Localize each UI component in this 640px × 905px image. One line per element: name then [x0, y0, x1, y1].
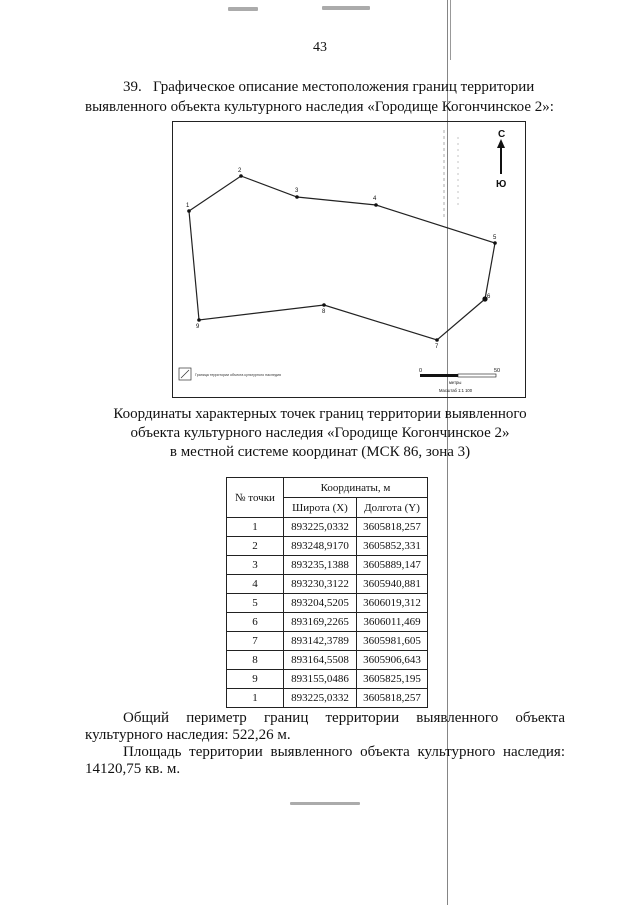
caption-line2: объекта культурного наследия «Городище Когончинское 2»: [130, 425, 510, 441]
section-title-line1: Графическое описание местоположения границ территории: [153, 79, 535, 95]
boundary-map-drawing: [173, 122, 525, 397]
area-line1: Площадь территории выявленного объекта культурного наследия:: [123, 744, 565, 760]
table-row: [227, 670, 428, 689]
point-label: 4: [373, 196, 377, 202]
point-cell: 8: [227, 651, 284, 670]
point-label: 2: [238, 168, 242, 174]
vertex-marker: [187, 209, 191, 213]
y-column-header: Долгота (Y): [357, 498, 428, 518]
page-number: 43: [313, 40, 327, 55]
point-cell: 6: [227, 613, 284, 632]
vertex-marker: [435, 338, 439, 342]
vertex-marker: [322, 303, 326, 307]
point-cell: 1: [227, 518, 284, 537]
y-cell: 3605981,605: [357, 632, 428, 651]
vertex-marker: [295, 195, 299, 199]
perimeter-line1: Общий периметр границ территории выявленного объекта: [123, 710, 565, 726]
x-cell: 893235,1388: [284, 556, 357, 575]
point-cell: 4: [227, 575, 284, 594]
point-cell: 2: [227, 537, 284, 556]
perimeter-paragraph: [85, 710, 565, 744]
vertex-marker: [239, 174, 243, 178]
table-row: [227, 632, 428, 651]
point-label: 8: [322, 309, 326, 315]
scale-bar-light: [458, 374, 496, 377]
y-cell: 3605852,331: [357, 537, 428, 556]
point-cell: 7: [227, 632, 284, 651]
y-cell: 3605889,147: [357, 556, 428, 575]
scale-bar: [419, 368, 500, 393]
y-cell: 3605825,195: [357, 670, 428, 689]
x-cell: 893248,9170: [284, 537, 357, 556]
y-cell: 3605906,643: [357, 651, 428, 670]
x-cell: 893225,0332: [284, 518, 357, 537]
scan-smudge: [322, 6, 370, 10]
table-row: [227, 689, 428, 708]
point-label: 6: [487, 294, 491, 300]
scale-end: 50: [494, 368, 501, 374]
area-paragraph: [85, 744, 565, 778]
vertex-marker: [493, 241, 497, 245]
point-label: 9: [196, 324, 200, 330]
point-cell: 3: [227, 556, 284, 575]
table-row: [227, 613, 428, 632]
section-heading-line1: [85, 77, 565, 97]
y-cell: 3606011,469: [357, 613, 428, 632]
x-cell: 893155,0486: [284, 670, 357, 689]
point-cell: 1: [227, 689, 284, 708]
boundary-polygon: [189, 176, 495, 340]
table-row: [227, 556, 428, 575]
y-cell: 3605818,257: [357, 518, 428, 537]
table-row: [227, 575, 428, 594]
map-legend: [179, 368, 281, 380]
point-cell: 5: [227, 594, 284, 613]
table-row: [227, 518, 428, 537]
x-cell: 893164,5508: [284, 651, 357, 670]
section-heading: [85, 77, 565, 117]
x-cell: 893169,2265: [284, 613, 357, 632]
x-cell: 893204,5205: [284, 594, 357, 613]
table-row: [227, 594, 428, 613]
area-line2: 14120,75 кв. м.: [85, 761, 181, 777]
point-cell: 9: [227, 670, 284, 689]
vertex-marker: [374, 203, 378, 207]
scan-smudge: [290, 802, 360, 805]
x-cell: 893225,0332: [284, 689, 357, 708]
section-title-line2: выявленного объекта культурного наследия «Городище Когончинское 2»:: [85, 99, 554, 115]
section-number: 39.: [123, 79, 142, 95]
caption-line3: в местной системе координат (МСК 86, зона 3): [169, 444, 471, 460]
point-label: 3: [295, 188, 299, 194]
caption-line1: Координаты характерных точек границ территории выявленного: [113, 406, 527, 422]
boundary-map: [172, 121, 526, 398]
scale-ratio: Масштаб 1:1 100: [439, 388, 473, 393]
north-arrow-icon: [496, 129, 506, 190]
x-column-header: Широта (X): [284, 498, 357, 518]
scale-start: 0: [419, 368, 423, 374]
point-label: 7: [435, 344, 439, 350]
coordinates-column-header: Координаты, м: [284, 478, 428, 498]
x-cell: 893142,3789: [284, 632, 357, 651]
point-label: 5: [493, 235, 497, 241]
boundary-vertices: [187, 174, 497, 342]
north-arrow-head: [497, 139, 505, 148]
table-caption: [80, 405, 560, 462]
table-row: [227, 651, 428, 670]
legend-text: Граница территории объекта культурного наследия: [195, 373, 281, 377]
coordinates-table: [226, 477, 428, 708]
south-label: Ю: [496, 179, 507, 190]
point-column-header: № точки: [227, 478, 284, 518]
legend-line-icon: [181, 370, 189, 378]
x-cell: 893230,3122: [284, 575, 357, 594]
perimeter-line2: культурного наследия: 522,26 м.: [85, 727, 291, 743]
vertex-marker: [197, 318, 201, 322]
y-cell: 3606019,312: [357, 594, 428, 613]
y-cell: 3605940,881: [357, 575, 428, 594]
north-label: С: [498, 129, 506, 140]
scale-bar-dark: [420, 374, 458, 377]
y-cell: 3605818,257: [357, 689, 428, 708]
scan-smudge: [228, 7, 258, 11]
table-row: [227, 537, 428, 556]
scale-units: метры: [449, 380, 462, 385]
point-label: 1: [186, 203, 190, 209]
